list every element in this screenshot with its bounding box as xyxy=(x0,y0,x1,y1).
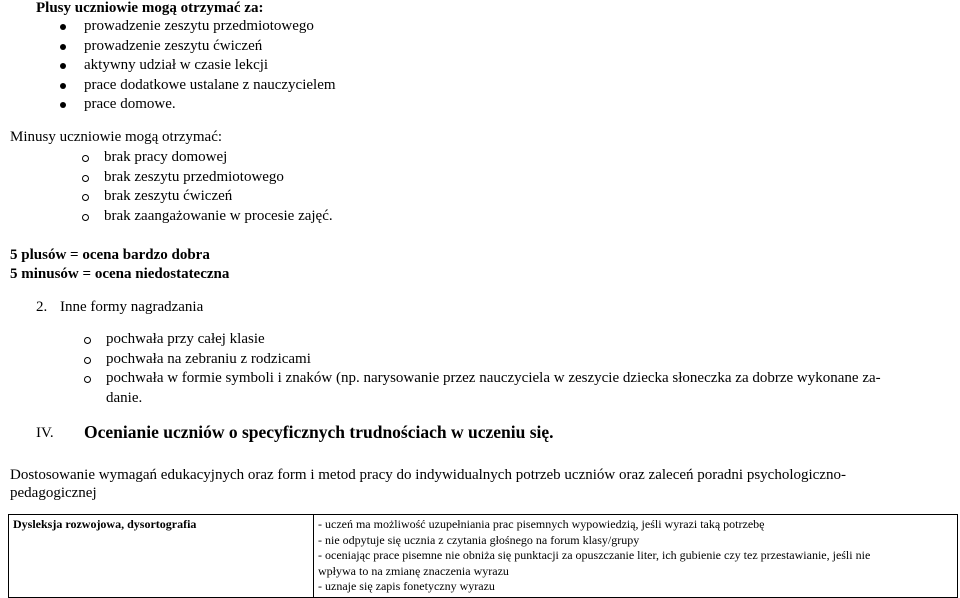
list-item: prowadzenie zeszytu ćwiczeń xyxy=(60,37,336,57)
bullet-icon xyxy=(60,24,66,30)
adaptation-line: - oceniając prace pisemne nie obniża się punktacji za opuszczanie liter, ich gubienie czy tez przestawianie, jeśli nie xyxy=(318,548,871,562)
bullet-icon xyxy=(82,175,89,182)
list-item: prace domowe. xyxy=(60,95,336,115)
list-item: brak zeszytu ćwiczeń xyxy=(82,187,333,207)
adaptation-line: wpływa to na zmianę znaczenia wyrazu xyxy=(318,563,509,578)
bullet-icon xyxy=(60,63,66,69)
bullet-icon xyxy=(84,357,91,364)
table-cell-adaptations xyxy=(314,515,958,598)
bullet-icon xyxy=(82,155,89,162)
minusy-list xyxy=(82,148,333,226)
intro-line: pedagogicznej xyxy=(10,485,97,501)
section-heading: Ocenianie uczniów o specyficznych trudnościach w uczeniu się. xyxy=(84,422,554,442)
section-number: 2. xyxy=(36,299,48,315)
bullet-icon xyxy=(60,44,66,50)
list-item: aktywny udział w czasie lekcji xyxy=(60,56,336,76)
bullet-icon xyxy=(82,214,89,221)
plusy-list xyxy=(60,17,336,115)
bullet-icon xyxy=(60,102,66,108)
rule-minus: 5 minusów = ocena niedostateczna xyxy=(10,266,230,282)
rule-plus: 5 plusów = ocena bardzo dobra xyxy=(10,247,210,263)
adaptation-table xyxy=(8,514,958,598)
minusy-heading: Minusy uczniowie mogą otrzymać: xyxy=(10,129,223,145)
adaptation-line: - nie odpytuje się ucznia z czytania głośnego na forum klasy/grupy xyxy=(318,532,640,547)
adaptation-line: - uczeń ma możliwość uzupełniania prac pisemnych wypowiedzią, jeśli wyrazi taką potrzebę xyxy=(318,517,765,531)
bullet-icon xyxy=(84,376,91,383)
intro-line: Dostosowanie wymagań edukacyjnych oraz form i metod pracy do indywidualnych potrzeb uczniów oraz zaleceń poradni psychologiczno- xyxy=(10,467,846,483)
list-item: brak zaangażowanie w procesie zajęć. xyxy=(82,207,333,227)
bullet-icon xyxy=(60,83,66,89)
awards-list xyxy=(84,330,881,389)
adaptation-line: - uznaje się zapis fonetyczny wyrazu xyxy=(318,579,495,593)
list-item: brak zeszytu przedmiotowego xyxy=(82,168,333,188)
section-title: Inne formy nagradzania xyxy=(60,299,204,315)
table-cell-condition: Dysleksja rozwojowa, dysortografia xyxy=(9,515,314,598)
plusy-heading: Plusy uczniowie mogą otrzymać za: xyxy=(36,0,264,16)
section-numeral: IV. xyxy=(36,425,54,441)
list-item: brak pracy domowej xyxy=(82,148,333,168)
list-item: prace dodatkowe ustalane z nauczycielem xyxy=(60,76,336,96)
bullet-icon xyxy=(84,337,91,344)
list-item: prowadzenie zeszytu przedmiotowego xyxy=(60,17,336,37)
list-item: pochwała w formie symboli i znaków (np. narysowanie przez nauczyciela w zeszycie dziecka słoneczka za dobrze wykonane za- xyxy=(84,369,881,389)
list-item: pochwała przy całej klasie xyxy=(84,330,881,350)
table-row xyxy=(9,515,958,598)
bullet-icon xyxy=(82,194,89,201)
list-item: pochwała na zebraniu z rodzicami xyxy=(84,350,881,370)
list-item-continuation: danie. xyxy=(106,390,143,406)
